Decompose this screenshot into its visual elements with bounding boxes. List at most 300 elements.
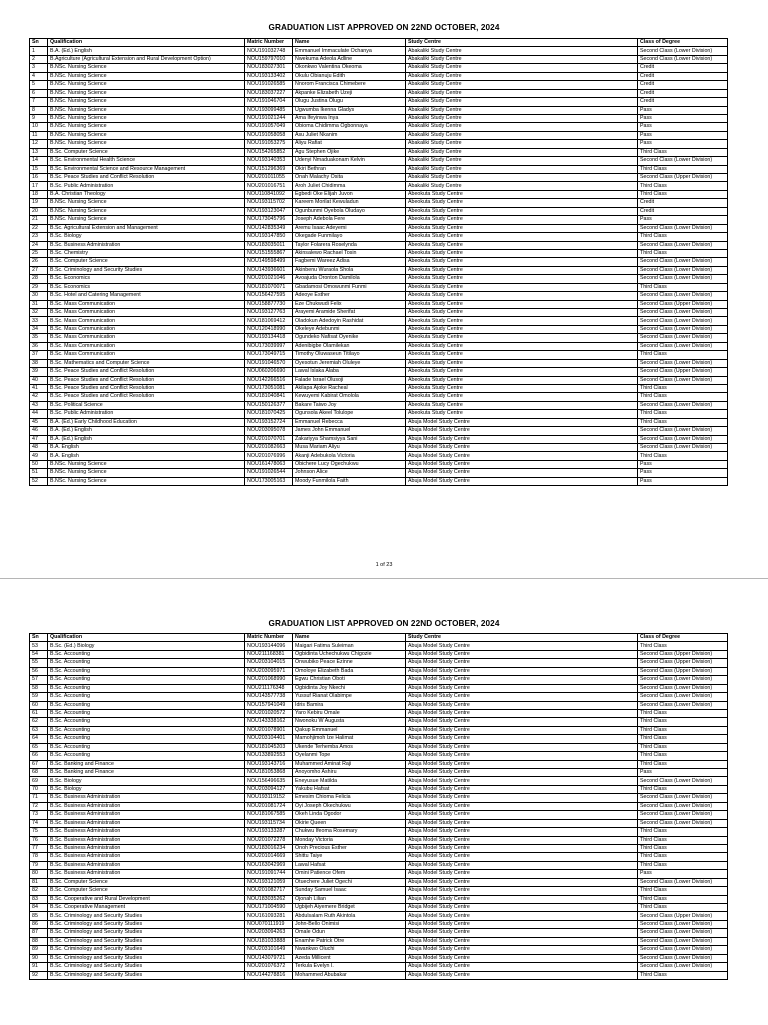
cell-matric-number: NOU156496635	[245, 777, 293, 785]
cell-study-centre: Abuja Model Study Centre	[406, 444, 638, 452]
cell-class-of-degree: Pass	[638, 114, 728, 122]
table-row	[30, 828, 728, 836]
cell-study-centre: Abuja Model Study Centre	[406, 878, 638, 886]
cell-sn: 83	[30, 895, 48, 903]
cell-class-of-degree: Second Class (Lower Division)	[638, 317, 728, 325]
cell-matric-number: NOU203104401	[245, 735, 293, 743]
cell-matric-number: NOU143079721	[245, 954, 293, 962]
cell-name: Mohammed Abubakar	[293, 971, 406, 979]
cell-class-of-degree: Credit	[638, 98, 728, 106]
cell-sn: 49	[30, 452, 48, 460]
cell-class-of-degree: Second Class (Lower Division)	[638, 802, 728, 810]
cell-study-centre: Abuja Model Study Centre	[406, 701, 638, 709]
cell-sn: 68	[30, 769, 48, 777]
cell-name: Emesim Chioma Felicia	[293, 794, 406, 802]
cell-name: Aliyu Rafiat	[293, 140, 406, 148]
cell-study-centre: Abeokuta Study Centre	[406, 292, 638, 300]
cell-study-centre: Abuja Model Study Centre	[406, 659, 638, 667]
cell-qualification: B.NSc. Nursing Science	[48, 460, 245, 468]
cell-sn: 73	[30, 811, 48, 819]
cell-sn: 23	[30, 233, 48, 241]
cell-name: Bakare Taiwo Joy	[293, 401, 406, 409]
cell-sn: 16	[30, 174, 48, 182]
table-row	[30, 317, 728, 325]
cell-study-centre: Abuja Model Study Centre	[406, 427, 638, 435]
cell-qualification: B.Sc. Criminology and Security Studies	[48, 912, 245, 920]
cell-study-centre: Abuja Model Study Centre	[406, 452, 638, 460]
cell-name: Lawal Islaka Alaba	[293, 368, 406, 376]
cell-class-of-degree: Third Class	[638, 283, 728, 291]
cell-name: Ugwumba Ikenna Gladys	[293, 106, 406, 114]
cell-matric-number: NOU193119152	[245, 794, 293, 802]
cell-qualification: B.Sc. Mathematics and Computer Science	[48, 359, 245, 367]
cell-name: Ogundeko Nafisat Oyenike	[293, 334, 406, 342]
cell-name: Onoh Precious Esther	[293, 844, 406, 852]
cell-study-centre: Abakaliki Study Centre	[406, 55, 638, 63]
cell-sn: 12	[30, 140, 48, 148]
cell-study-centre: Abuja Model Study Centre	[406, 735, 638, 743]
table-row	[30, 165, 728, 173]
cell-class-of-degree: Second Class (Lower Division)	[638, 401, 728, 409]
cell-sn: 34	[30, 325, 48, 333]
table-row	[30, 836, 728, 844]
page-title: GRADUATION LIST APPROVED ON 22ND OCTOBER, 2024	[268, 619, 500, 628]
cell-name: Sunday Samuel Isaac	[293, 887, 406, 895]
cell-matric-number: NOU193121059	[245, 878, 293, 886]
table-header-row	[30, 39, 728, 47]
table-row	[30, 887, 728, 895]
table-row	[30, 870, 728, 878]
cell-study-centre: Abeokuta Study Centre	[406, 224, 638, 232]
cell-sn: 55	[30, 659, 48, 667]
table-row	[30, 368, 728, 376]
cell-qualification: B.Sc. Criminology and Security Studies	[48, 920, 245, 928]
table-row	[30, 726, 728, 734]
cell-study-centre: Abakaliki Study Centre	[406, 64, 638, 72]
table-row	[30, 693, 728, 701]
table-row	[30, 410, 728, 418]
cell-qualification: B.Sc. Banking and Finance	[48, 760, 245, 768]
cell-class-of-degree: Third Class	[638, 844, 728, 852]
table-row	[30, 650, 728, 658]
cell-name: Eneyusue Matilda	[293, 777, 406, 785]
cell-study-centre: Abakaliki Study Centre	[406, 106, 638, 114]
table-row	[30, 174, 728, 182]
cell-name: Ogbidinta Joy Nkechi	[293, 684, 406, 692]
cell-qualification: B.Sc. Accounting	[48, 709, 245, 717]
cell-sn: 46	[30, 427, 48, 435]
cell-matric-number: NOU183037227	[245, 89, 293, 97]
cell-sn: 67	[30, 760, 48, 768]
cell-matric-number: NOU110841092	[245, 190, 293, 198]
cell-sn: 82	[30, 887, 48, 895]
cell-name: Arayemi Aramide Sherifat	[293, 309, 406, 317]
cell-qualification: B.A. English	[48, 444, 245, 452]
cell-matric-number: NOU181067585	[245, 811, 293, 819]
cell-study-centre: Abeokuta Study Centre	[406, 249, 638, 257]
cell-matric-number: NOU181053868	[245, 769, 293, 777]
cell-name: Asu Juliet Nkanim	[293, 131, 406, 139]
cell-sn: 9	[30, 114, 48, 122]
cell-sn: 8	[30, 106, 48, 114]
cell-sn: 17	[30, 182, 48, 190]
cell-study-centre: Abeokuta Study Centre	[406, 266, 638, 274]
cell-class-of-degree: Third Class	[638, 904, 728, 912]
cell-sn: 87	[30, 929, 48, 937]
cell-class-of-degree: Second Class (Upper Division)	[638, 912, 728, 920]
cell-qualification: B.Sc. Accounting	[48, 735, 245, 743]
table-row	[30, 157, 728, 165]
cell-class-of-degree: Pass	[638, 469, 728, 477]
cell-matric-number: NOU203104015	[245, 659, 293, 667]
cell-class-of-degree: Second Class (Lower Division)	[638, 334, 728, 342]
cell-class-of-degree: Pass	[638, 216, 728, 224]
cell-class-of-degree: Third Class	[638, 384, 728, 392]
cell-qualification: B.Sc. Biology	[48, 785, 245, 793]
cell-qualification: B.NSc. Nursing Science	[48, 72, 245, 80]
cell-qualification: B.Sc. Peace Studies and Conflict Resolution	[48, 393, 245, 401]
cell-qualification: B.NSc. Nursing Science	[48, 114, 245, 122]
cell-matric-number: NOU173049715	[245, 351, 293, 359]
cell-qualification: B.Sc. Mass Communication	[48, 325, 245, 333]
cell-name: Okeh Linda Ogodor	[293, 811, 406, 819]
cell-sn: 7	[30, 98, 48, 106]
cell-qualification: B.Sc. Mass Communication	[48, 317, 245, 325]
cell-sn: 33	[30, 317, 48, 325]
header-name: Name	[293, 39, 406, 47]
table-row	[30, 106, 728, 114]
cell-name: Omini Patience Ofem	[293, 870, 406, 878]
cell-name: Nwonoku W Augusta	[293, 718, 406, 726]
table-row	[30, 785, 728, 793]
cell-name: Oyesotun Jeremiah Oluleye	[293, 359, 406, 367]
cell-matric-number: NOU163042969	[245, 861, 293, 869]
cell-name: Joseph Adebola Fere	[293, 216, 406, 224]
cell-qualification: B.Sc. Biology	[48, 233, 245, 241]
cell-study-centre: Abeokuta Study Centre	[406, 258, 638, 266]
cell-sn: 6	[30, 89, 48, 97]
cell-qualification: B.Sc. Biology	[48, 777, 245, 785]
cell-study-centre: Abeokuta Study Centre	[406, 233, 638, 241]
cell-sn: 63	[30, 726, 48, 734]
table-row	[30, 64, 728, 72]
cell-study-centre: Abuja Model Study Centre	[406, 477, 638, 485]
cell-qualification: B.Sc. Mass Communication	[48, 300, 245, 308]
cell-study-centre: Abuja Model Study Centre	[406, 929, 638, 937]
cell-sn: 41	[30, 384, 48, 392]
cell-study-centre: Abuja Model Study Centre	[406, 469, 638, 477]
table-row	[30, 114, 728, 122]
cell-name: Terkula Evelyn I.	[293, 963, 406, 971]
cell-study-centre: Abeokuta Study Centre	[406, 199, 638, 207]
cell-qualification: B.Sc. Business Administration	[48, 844, 245, 852]
cell-qualification: B.Sc. Accounting	[48, 701, 245, 709]
cell-study-centre: Abakaliki Study Centre	[406, 47, 638, 55]
table-row	[30, 401, 728, 409]
table-row	[30, 418, 728, 426]
cell-qualification: B.Sc. Accounting	[48, 726, 245, 734]
cell-study-centre: Abuja Model Study Centre	[406, 693, 638, 701]
cell-matric-number: NOU201016751	[245, 182, 293, 190]
cell-class-of-degree: Third Class	[638, 410, 728, 418]
table-row	[30, 760, 728, 768]
cell-class-of-degree: Second Class (Lower Division)	[638, 275, 728, 283]
table-row	[30, 946, 728, 954]
document-page-2	[0, 578, 768, 1025]
cell-study-centre: Abeokuta Study Centre	[406, 300, 638, 308]
cell-study-centre: Abuja Model Study Centre	[406, 642, 638, 650]
cell-qualification: B.Sc. Mass Communication	[48, 334, 245, 342]
cell-qualification: B.Sc. Criminology and Security Studies	[48, 971, 245, 979]
cell-study-centre: Abakaliki Study Centre	[406, 114, 638, 122]
cell-matric-number: NOU173039997	[245, 342, 293, 350]
cell-sn: 43	[30, 401, 48, 409]
cell-matric-number: NOU191026585	[245, 81, 293, 89]
cell-class-of-degree: Second Class (Lower Division)	[638, 325, 728, 333]
cell-name: Udenyi Nmaduakonam Kelvin	[293, 157, 406, 165]
cell-class-of-degree: Third Class	[638, 895, 728, 903]
table-row	[30, 904, 728, 912]
cell-qualification: B.NSc. Nursing Science	[48, 477, 245, 485]
cell-matric-number: NOU191046570	[245, 359, 293, 367]
cell-class-of-degree: Third Class	[638, 709, 728, 717]
cell-class-of-degree: Second Class (Lower Division)	[638, 55, 728, 63]
cell-qualification: B.Sc. Cooperative Management	[48, 904, 245, 912]
cell-qualification: B.Sc. Computer Science	[48, 258, 245, 266]
cell-class-of-degree: Second Class (Lower Division)	[638, 811, 728, 819]
cell-study-centre: Abuja Model Study Centre	[406, 963, 638, 971]
cell-matric-number: NOU181040841	[245, 393, 293, 401]
cell-class-of-degree: Third Class	[638, 249, 728, 257]
cell-class-of-degree: Third Class	[638, 351, 728, 359]
cell-study-centre: Abakaliki Study Centre	[406, 81, 638, 89]
cell-study-centre: Abeokuta Study Centre	[406, 241, 638, 249]
cell-sn: 36	[30, 342, 48, 350]
cell-matric-number: NOU144278816	[245, 971, 293, 979]
cell-sn: 31	[30, 300, 48, 308]
cell-qualification: B.Sc. Accounting	[48, 659, 245, 667]
cell-class-of-degree: Pass	[638, 123, 728, 131]
cell-study-centre: Abuja Model Study Centre	[406, 794, 638, 802]
cell-class-of-degree: Third Class	[638, 760, 728, 768]
cell-name: Nwekuma Adeola Adline	[293, 55, 406, 63]
cell-matric-number: NOU193123047	[245, 207, 293, 215]
cell-sn: 69	[30, 777, 48, 785]
table-row	[30, 743, 728, 751]
table-row	[30, 929, 728, 937]
cell-qualification: B.Sc. Business Administration	[48, 819, 245, 827]
cell-sn: 77	[30, 844, 48, 852]
cell-qualification: B.Sc. Business Administration	[48, 802, 245, 810]
cell-name: Timothy Oluwaseun Titilayo	[293, 351, 406, 359]
cell-matric-number: NOU201068990	[245, 676, 293, 684]
cell-matric-number: NOU193140353	[245, 157, 293, 165]
cell-name: Muhammed Aminat Raji	[293, 760, 406, 768]
table-body-page-2	[30, 642, 728, 980]
cell-name: Omale Odun	[293, 929, 406, 937]
cell-name: Okiri Bethran	[293, 165, 406, 173]
cell-sn: 64	[30, 735, 48, 743]
cell-study-centre: Abuja Model Study Centre	[406, 853, 638, 861]
cell-sn: 78	[30, 853, 48, 861]
table-row	[30, 190, 728, 198]
header-qualification: Qualification	[48, 634, 245, 642]
table-body-page-1	[30, 47, 728, 486]
cell-study-centre: Abuja Model Study Centre	[406, 684, 638, 692]
cell-qualification: B.Sc. Criminology and Security Studies	[48, 963, 245, 971]
cell-qualification: B.Sc. Accounting	[48, 718, 245, 726]
cell-class-of-degree: Second Class (Upper Division)	[638, 667, 728, 675]
cell-qualification: B.NSc. Nursing Science	[48, 131, 245, 139]
cell-class-of-degree: Third Class	[638, 726, 728, 734]
cell-study-centre: Abuja Model Study Centre	[406, 743, 638, 751]
cell-name: Akpanke Elizabeth Uzeji	[293, 89, 406, 97]
cell-sn: 60	[30, 701, 48, 709]
cell-name: Eze Chukwudi Felix	[293, 300, 406, 308]
cell-qualification: B.Sc. Accounting	[48, 676, 245, 684]
cell-name: Agu Stephen Ojike	[293, 148, 406, 156]
cell-name: Okeleye Adebunmi	[293, 325, 406, 333]
cell-qualification: B.Sc. Public Administration	[48, 410, 245, 418]
cell-sn: 26	[30, 258, 48, 266]
cell-matric-number: NOU191091744	[245, 870, 293, 878]
cell-matric-number: NOU171004590	[245, 904, 293, 912]
cell-qualification: B.Sc. Banking and Finance	[48, 769, 245, 777]
header-sn: Sn	[30, 634, 48, 642]
cell-class-of-degree: Third Class	[638, 743, 728, 751]
cell-sn: 21	[30, 216, 48, 224]
cell-matric-number: NOU201020572	[245, 709, 293, 717]
cell-class-of-degree: Second Class (Lower Division)	[638, 954, 728, 962]
graduation-table-page-1	[29, 38, 728, 486]
cell-name: Ugbijeh Aiyemere Bridget	[293, 904, 406, 912]
cell-qualification: B.Sc. Business Administration	[48, 241, 245, 249]
cell-matric-number: NOU181069412	[245, 317, 293, 325]
cell-class-of-degree: Second Class (Lower Division)	[638, 309, 728, 317]
cell-matric-number: NOU191032748	[245, 47, 293, 55]
cell-study-centre: Abeokuta Study Centre	[406, 309, 638, 317]
cell-study-centre: Abuja Model Study Centre	[406, 726, 638, 734]
cell-class-of-degree: Credit	[638, 64, 728, 72]
table-row	[30, 98, 728, 106]
cell-matric-number: NOU193152724	[245, 418, 293, 426]
header-matric-number: Matric Number	[245, 39, 293, 47]
cell-matric-number: NOU157941049	[245, 701, 293, 709]
header-study-centre: Study Centre	[406, 39, 638, 47]
cell-study-centre: Abuja Model Study Centre	[406, 828, 638, 836]
cell-qualification: B.Sc. Hotel and Catering Management	[48, 292, 245, 300]
cell-matric-number: NOU183027301	[245, 64, 293, 72]
cell-matric-number: NOU183035011	[245, 241, 293, 249]
cell-study-centre: Abeokuta Study Centre	[406, 342, 638, 350]
cell-sn: 59	[30, 693, 48, 701]
cell-qualification: B.NSc. Nursing Science	[48, 216, 245, 224]
table-row	[30, 684, 728, 692]
cell-sn: 80	[30, 870, 48, 878]
cell-study-centre: Abuja Model Study Centre	[406, 435, 638, 443]
cell-class-of-degree: Second Class (Lower Division)	[638, 427, 728, 435]
cell-study-centre: Abeokuta Study Centre	[406, 401, 638, 409]
cell-name: Taylor Folarera Roselynda	[293, 241, 406, 249]
cell-class-of-degree: Second Class (Lower Division)	[638, 701, 728, 709]
cell-sn: 84	[30, 904, 48, 912]
cell-class-of-degree: Third Class	[638, 853, 728, 861]
cell-matric-number: NOU159797010	[245, 55, 293, 63]
cell-matric-number: NOU201082663	[245, 444, 293, 452]
cell-name: Kewuyemi Kabirat Omolola	[293, 393, 406, 401]
cell-matric-number: NOU158877730	[245, 300, 293, 308]
cell-name: Monday Victoria	[293, 836, 406, 844]
cell-qualification: B.Sc. Cooperative and Rural Development	[48, 895, 245, 903]
cell-matric-number: NOU201076996	[245, 452, 293, 460]
cell-sn: 4	[30, 72, 48, 80]
cell-matric-number: NOU193115702	[245, 199, 293, 207]
cell-name: Adenibigbe Olamilekan	[293, 342, 406, 350]
table-row	[30, 266, 728, 274]
cell-matric-number: NOU142266516	[245, 376, 293, 384]
cell-name: Anoyomho Ashiru	[293, 769, 406, 777]
cell-qualification: B.A. Christian Theology	[48, 190, 245, 198]
cell-qualification: B.Sc. Accounting	[48, 684, 245, 692]
cell-qualification: B.NSc. Nursing Science	[48, 81, 245, 89]
cell-sn: 65	[30, 743, 48, 751]
table-row	[30, 667, 728, 675]
cell-name: Otuechere Juliet Ogechi	[293, 878, 406, 886]
cell-class-of-degree: Second Class (Lower Division)	[638, 342, 728, 350]
cell-class-of-degree: Second Class (Lower Division)	[638, 676, 728, 684]
header-class-of-degree: Class of Degree	[638, 39, 728, 47]
cell-class-of-degree: Third Class	[638, 785, 728, 793]
cell-study-centre: Abeokuta Study Centre	[406, 216, 638, 224]
cell-matric-number: NOU151296369	[245, 165, 293, 173]
cell-name: Oyelanmi Tope	[293, 752, 406, 760]
cell-study-centre: Abuja Model Study Centre	[406, 870, 638, 878]
cell-qualification: B.NSc. Nursing Science	[48, 207, 245, 215]
cell-class-of-degree: Second Class (Lower Division)	[638, 359, 728, 367]
cell-qualification: B.Sc. Criminology and Security Studies	[48, 954, 245, 962]
table-row	[30, 283, 728, 291]
cell-matric-number: NOU201082717	[245, 887, 293, 895]
cell-matric-number: NOU143577738	[245, 693, 293, 701]
cell-qualification: B.Sc. Criminology and Security Studies	[48, 266, 245, 274]
cell-study-centre: Abuja Model Study Centre	[406, 460, 638, 468]
cell-class-of-degree: Third Class	[638, 971, 728, 979]
cell-name: Oyi Joseph Okechukwu	[293, 802, 406, 810]
cell-class-of-degree: Pass	[638, 131, 728, 139]
cell-study-centre: Abuja Model Study Centre	[406, 676, 638, 684]
cell-study-centre: Abuja Model Study Centre	[406, 954, 638, 962]
cell-sn: 92	[30, 971, 48, 979]
page-number: 1 of 23	[375, 562, 393, 568]
cell-sn: 72	[30, 802, 48, 810]
cell-name: Egbedi Oke Elijah Juvon	[293, 190, 406, 198]
table-row	[30, 709, 728, 717]
cell-study-centre: Abakaliki Study Centre	[406, 140, 638, 148]
cell-name: Akilapa Ajoke Racheal	[293, 384, 406, 392]
cell-matric-number: NOU181033888	[245, 937, 293, 945]
table-row	[30, 954, 728, 962]
table-row	[30, 393, 728, 401]
cell-class-of-degree: Second Class (Upper Division)	[638, 174, 728, 182]
cell-class-of-degree: Second Class (Lower Division)	[638, 292, 728, 300]
cell-qualification: B.Agriculture (Agricultural Extension and Rural Development Option)	[48, 55, 245, 63]
table-row	[30, 735, 728, 743]
cell-sn: 39	[30, 368, 48, 376]
cell-sn: 2	[30, 55, 48, 63]
table-row	[30, 895, 728, 903]
cell-matric-number: NOU193133287	[245, 828, 293, 836]
cell-qualification: B.Sc. Peace Studies and Conflict Resolution	[48, 368, 245, 376]
